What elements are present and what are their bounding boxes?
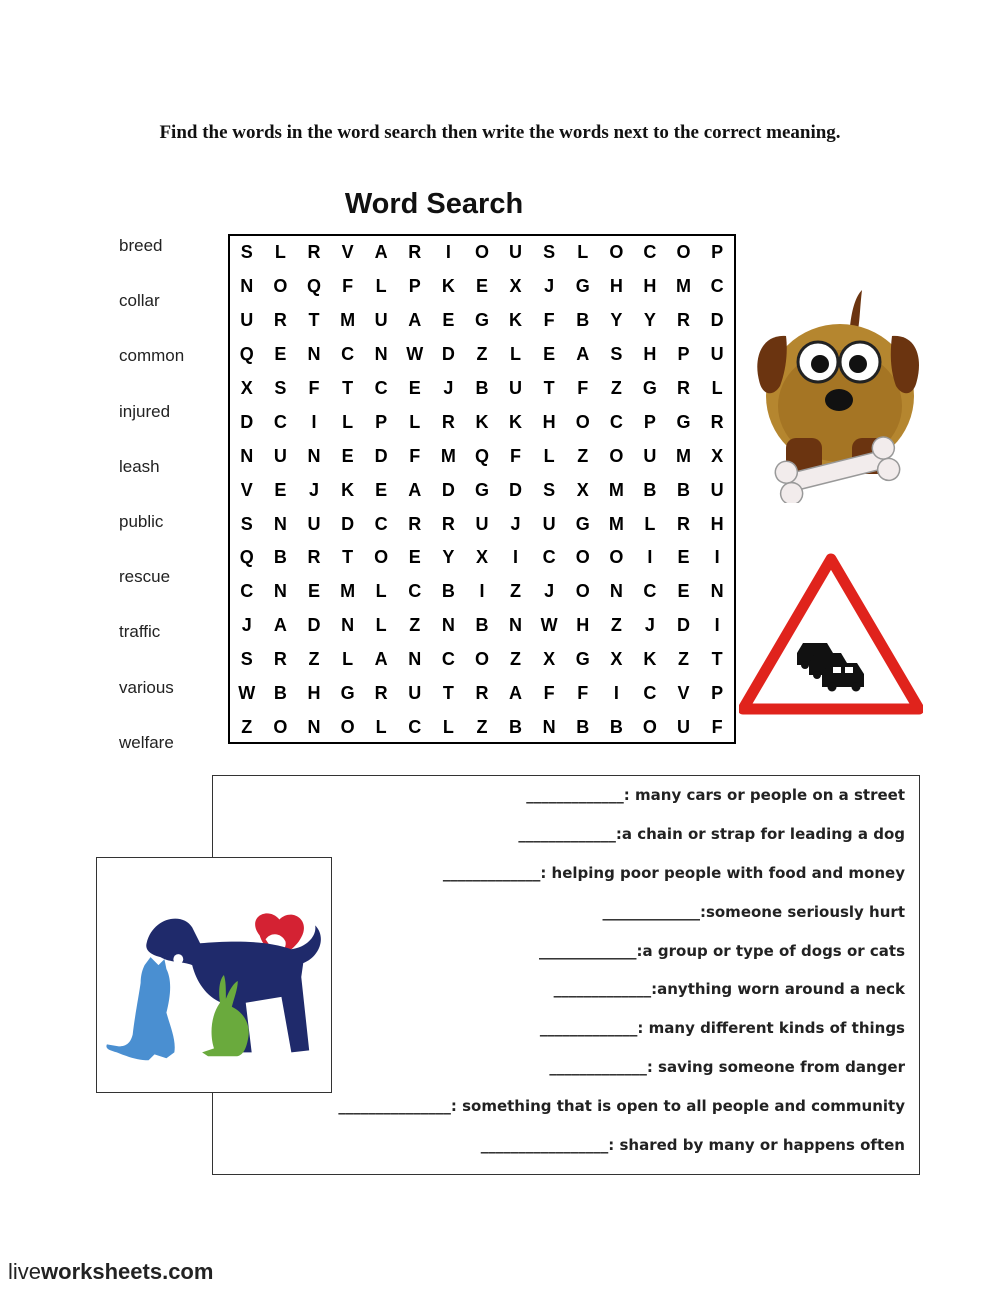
grid-cell[interactable]: N: [441, 615, 455, 636]
grid-row: [230, 405, 734, 439]
grid-cell[interactable]: R: [273, 310, 287, 331]
grid-cell[interactable]: C: [643, 242, 657, 263]
grid-cell[interactable]: A: [374, 649, 388, 670]
grid-cell[interactable]: A: [408, 310, 422, 331]
grid-cell[interactable]: Z: [678, 649, 690, 670]
grid-cell[interactable]: I: [613, 683, 619, 704]
grid-cell[interactable]: E: [442, 310, 455, 331]
grid-cell[interactable]: C: [643, 581, 657, 602]
grid-cell[interactable]: L: [442, 716, 454, 737]
grid-cell[interactable]: R: [307, 242, 321, 263]
grid-cell[interactable]: E: [274, 344, 287, 365]
grid-cell[interactable]: S: [543, 242, 556, 263]
grid-row: [230, 473, 734, 507]
grid-cell[interactable]: U: [643, 445, 657, 466]
grid-cell[interactable]: X: [509, 276, 522, 297]
grid-row: [230, 677, 734, 711]
grid-cell[interactable]: R: [677, 513, 691, 534]
grid-cell[interactable]: L: [577, 242, 589, 263]
word-list-item: rescue: [119, 567, 171, 587]
grid-cell[interactable]: C: [273, 411, 287, 432]
grid-cell[interactable]: E: [341, 445, 354, 466]
word-search-grid: [228, 234, 736, 744]
grid-cell[interactable]: L: [342, 411, 354, 432]
grid-cell[interactable]: U: [710, 479, 724, 500]
grid-cell[interactable]: O: [575, 581, 590, 602]
grid-cell[interactable]: F: [409, 445, 421, 466]
grid-cell[interactable]: N: [273, 581, 287, 602]
grid-cell[interactable]: C: [374, 378, 388, 398]
grid-cell[interactable]: E: [677, 581, 690, 602]
definition-item[interactable]: _____________: helping poor people with food and money: [442, 863, 905, 882]
grid-cell[interactable]: O: [474, 649, 489, 670]
grid-cell[interactable]: P: [643, 411, 656, 432]
grid-cell[interactable]: Z: [241, 716, 253, 737]
definitions-list: [338, 782, 905, 1171]
grid-row: [230, 372, 734, 406]
grid-cell[interactable]: N: [240, 276, 254, 297]
grid-cell[interactable]: H: [609, 276, 623, 297]
grid-cell[interactable]: I: [714, 547, 720, 568]
grid-cell[interactable]: X: [576, 479, 589, 500]
grid-cell[interactable]: B: [509, 716, 523, 737]
grid-cell[interactable]: O: [374, 547, 389, 568]
grid-cell[interactable]: R: [408, 513, 422, 534]
grid-cell[interactable]: B: [273, 683, 287, 704]
grid-cell[interactable]: X: [610, 649, 623, 670]
grid-cell[interactable]: S: [543, 479, 556, 500]
grid-cell[interactable]: M: [676, 276, 692, 297]
word-list-item: collar: [119, 291, 160, 311]
grid-cell[interactable]: G: [575, 276, 590, 297]
grid-cell[interactable]: Q: [239, 344, 254, 365]
grid-cell[interactable]: B: [609, 716, 623, 737]
grid-cell[interactable]: J: [443, 378, 454, 398]
grid-cell[interactable]: F: [543, 683, 555, 704]
grid-cell[interactable]: Z: [308, 649, 320, 670]
grid-cell[interactable]: E: [408, 378, 421, 398]
grid-cell[interactable]: G: [676, 411, 691, 432]
grid-cell[interactable]: D: [341, 513, 355, 534]
grid-cell[interactable]: I: [513, 547, 519, 568]
grid-cell[interactable]: D: [710, 310, 724, 331]
grid-cell[interactable]: D: [307, 615, 321, 636]
grid-cell[interactable]: N: [710, 581, 724, 602]
grid-cell[interactable]: O: [676, 242, 691, 263]
grid-cell[interactable]: U: [677, 716, 691, 737]
grid-cell[interactable]: R: [441, 513, 455, 534]
grid-cell[interactable]: N: [509, 615, 523, 636]
grid-cell[interactable]: J: [510, 513, 521, 534]
grid-cell[interactable]: Q: [474, 445, 489, 466]
word-list-item: leash: [119, 456, 160, 476]
grid-cell[interactable]: W: [238, 683, 256, 704]
grid-cell[interactable]: T: [342, 378, 354, 398]
grid-cell[interactable]: B: [475, 615, 489, 636]
word-list-item: injured: [119, 401, 171, 421]
grid-row: [230, 236, 734, 270]
grid-cell[interactable]: D: [677, 615, 691, 636]
grid-cell[interactable]: Q: [306, 276, 321, 297]
grid-cell[interactable]: H: [643, 276, 657, 297]
grid-cell[interactable]: P: [711, 683, 724, 704]
grid-cell[interactable]: P: [677, 344, 690, 365]
grid-cell[interactable]: L: [711, 378, 723, 398]
grid-cell[interactable]: R: [441, 411, 455, 432]
grid-cell[interactable]: K: [643, 649, 657, 670]
grid-cell[interactable]: X: [711, 445, 724, 466]
grid-cell[interactable]: C: [408, 716, 422, 737]
grid-cell[interactable]: R: [677, 310, 691, 331]
grid-cell[interactable]: U: [307, 513, 321, 534]
word-search-title: Word Search: [344, 188, 524, 220]
word-list-item: common: [119, 346, 185, 366]
grid-cell[interactable]: O: [340, 716, 355, 737]
grid-row: [230, 541, 734, 575]
grid-cell[interactable]: A: [374, 242, 388, 263]
grid-cell[interactable]: Y: [610, 310, 623, 331]
grid-cell[interactable]: F: [577, 378, 589, 398]
grid-cell[interactable]: Z: [476, 716, 488, 737]
grid-cell[interactable]: O: [474, 242, 489, 263]
word-list-item: breed: [119, 236, 163, 255]
grid-row: [230, 338, 734, 372]
grid-cell[interactable]: W: [540, 615, 558, 636]
grid-cell[interactable]: V: [677, 683, 690, 704]
grid-cell[interactable]: C: [441, 649, 455, 670]
grid-row: [230, 507, 734, 541]
grid-cell[interactable]: I: [445, 242, 451, 263]
grid-cell[interactable]: L: [274, 242, 286, 263]
grid-cell[interactable]: G: [575, 649, 590, 670]
grid-row: [230, 609, 734, 643]
grid-cell[interactable]: M: [440, 445, 456, 466]
grid-cell[interactable]: J: [544, 276, 555, 297]
grid-cell[interactable]: O: [575, 411, 590, 432]
grid-cell[interactable]: B: [441, 581, 455, 602]
grid-cell[interactable]: U: [374, 310, 388, 331]
grid-row: [230, 710, 734, 744]
grid-cell[interactable]: M: [340, 581, 356, 602]
grid-cell[interactable]: B: [576, 716, 590, 737]
grid-cell[interactable]: L: [543, 445, 555, 466]
grid-cell[interactable]: U: [475, 513, 489, 534]
grid-cell[interactable]: O: [575, 547, 590, 568]
grid-cell[interactable]: C: [240, 581, 254, 602]
grid-cell[interactable]: R: [710, 411, 724, 432]
grid-cell[interactable]: W: [406, 344, 424, 365]
grid-cell[interactable]: T: [342, 547, 354, 568]
grid-cell[interactable]: N: [408, 649, 422, 670]
grid-cell[interactable]: O: [273, 716, 288, 737]
grid-cell[interactable]: E: [307, 581, 320, 602]
word-list-item: traffic: [119, 622, 161, 642]
grid-cell[interactable]: O: [642, 716, 657, 737]
grid-cell[interactable]: T: [543, 378, 555, 398]
grid-cell[interactable]: U: [240, 310, 254, 331]
grid-cell[interactable]: B: [273, 547, 287, 568]
grid-cell[interactable]: Z: [476, 344, 488, 365]
grid-row: [230, 575, 734, 609]
animal-welfare-logo-icon: [97, 858, 331, 1092]
grid-cell[interactable]: I: [714, 615, 720, 636]
grid-cell[interactable]: J: [308, 479, 319, 500]
grid-cell[interactable]: H: [542, 411, 556, 432]
grid-cell[interactable]: R: [374, 683, 388, 704]
grid-cell[interactable]: S: [240, 649, 253, 670]
grid-cell[interactable]: E: [274, 479, 287, 500]
word-list: [119, 236, 184, 788]
grid-row: [230, 270, 734, 304]
grid-cell[interactable]: F: [510, 445, 522, 466]
grid-cell[interactable]: L: [510, 344, 522, 365]
grid-cell[interactable]: O: [273, 276, 288, 297]
grid-cell[interactable]: O: [609, 445, 624, 466]
grid-cell[interactable]: Y: [442, 547, 455, 568]
grid-cell[interactable]: S: [240, 513, 253, 534]
grid-cell[interactable]: M: [608, 479, 624, 500]
grid-cell[interactable]: C: [408, 581, 422, 602]
grid-cell[interactable]: R: [408, 242, 422, 263]
grid-cell[interactable]: S: [240, 242, 253, 263]
grid-cell[interactable]: D: [441, 344, 455, 365]
grid-cell[interactable]: Q: [239, 547, 254, 568]
footer-brand: liveworksheets.com: [8, 1259, 214, 1284]
grid-cell[interactable]: Z: [510, 649, 522, 670]
grid-cell[interactable]: G: [642, 378, 657, 398]
grid-cell[interactable]: T: [711, 649, 723, 670]
grid-cell[interactable]: U: [273, 445, 287, 466]
grid-cell[interactable]: G: [340, 683, 355, 704]
grid-cell[interactable]: Y: [643, 310, 656, 331]
grid-cell[interactable]: A: [273, 615, 287, 636]
grid-cell[interactable]: C: [542, 547, 556, 568]
grid-cell[interactable]: A: [509, 683, 523, 704]
grid-cell[interactable]: C: [374, 513, 388, 534]
grid-cell[interactable]: P: [711, 242, 724, 263]
grid-cell[interactable]: E: [375, 479, 388, 500]
grid-cell[interactable]: H: [307, 683, 321, 704]
grid-cell[interactable]: Z: [577, 445, 589, 466]
definition-item[interactable]: _____________: many cars or people on a street: [526, 786, 905, 804]
grid-cell[interactable]: S: [610, 344, 623, 365]
grid-cell[interactable]: B: [643, 479, 657, 500]
grid-cell[interactable]: A: [408, 479, 422, 500]
definition-item[interactable]: _____________:anything worn around a neck: [553, 980, 905, 999]
grid-cell[interactable]: E: [408, 547, 421, 568]
grid-cell[interactable]: P: [408, 276, 421, 297]
grid-cell[interactable]: C: [609, 411, 623, 432]
grid-cell[interactable]: M: [340, 310, 356, 331]
grid-cell[interactable]: K: [475, 411, 489, 432]
grid-cell[interactable]: Z: [409, 615, 421, 636]
definition-item[interactable]: _____________:someone seriously hurt: [602, 902, 905, 921]
grid-cell[interactable]: R: [273, 649, 287, 670]
grid-cell[interactable]: N: [307, 445, 321, 466]
cartoon-dog-icon: [752, 288, 922, 503]
grid-cell[interactable]: U: [509, 378, 523, 398]
grid-cell[interactable]: J: [544, 581, 555, 602]
grid-cell[interactable]: D: [240, 411, 254, 432]
grid-cell[interactable]: F: [543, 310, 555, 331]
grid-cell[interactable]: K: [441, 276, 455, 297]
grid-cell[interactable]: F: [342, 276, 354, 297]
grid-cell[interactable]: L: [375, 581, 387, 602]
traffic-warning-sign-icon: [739, 553, 923, 716]
grid-cell[interactable]: J: [241, 615, 252, 636]
grid-cell[interactable]: U: [710, 344, 724, 365]
grid-cell[interactable]: G: [474, 479, 489, 500]
grid-cell[interactable]: R: [307, 547, 321, 568]
grid-cell[interactable]: Z: [610, 378, 622, 398]
grid-cell[interactable]: I: [647, 547, 653, 568]
grid-row: [230, 643, 734, 677]
instructions: Find the words in the word search then write the words next to the correct meaning.: [159, 122, 841, 143]
word-list-item: welfare: [119, 732, 174, 752]
grid-cell[interactable]: D: [374, 445, 388, 466]
grid-cell[interactable]: N: [273, 513, 287, 534]
grid-cell[interactable]: N: [307, 344, 321, 365]
grid-cell[interactable]: B: [475, 378, 489, 398]
grid-cell[interactable]: G: [575, 513, 590, 534]
grid-cell[interactable]: E: [677, 547, 690, 568]
grid-cell[interactable]: G: [474, 310, 489, 331]
grid-cell[interactable]: Z: [510, 581, 522, 602]
grid-cell[interactable]: L: [644, 513, 656, 534]
grid-cell[interactable]: N: [542, 716, 556, 737]
grid-cell[interactable]: P: [375, 411, 388, 432]
grid-cell[interactable]: I: [479, 581, 485, 602]
grid-cell[interactable]: L: [342, 649, 354, 670]
grid-cell[interactable]: L: [409, 411, 421, 432]
grid-cell[interactable]: I: [311, 411, 317, 432]
grid-cell[interactable]: F: [308, 378, 320, 398]
grid-cell[interactable]: K: [509, 411, 523, 432]
grid-cell[interactable]: N: [609, 581, 623, 602]
grid-cell[interactable]: O: [609, 547, 624, 568]
grid-cell[interactable]: F: [711, 716, 723, 737]
grid-cell[interactable]: D: [441, 479, 455, 500]
definition-item[interactable]: _____________: many different kinds of things: [539, 1019, 905, 1038]
definition-item[interactable]: _____________: saving someone from danger: [549, 1058, 905, 1077]
grid-cell[interactable]: B: [576, 310, 590, 331]
grid-cell[interactable]: C: [710, 276, 724, 297]
grid-cell[interactable]: K: [341, 479, 355, 500]
grid-cell[interactable]: X: [240, 378, 253, 398]
grid-cell[interactable]: L: [375, 276, 387, 297]
grid-cell[interactable]: Z: [610, 615, 622, 636]
grid-cell[interactable]: C: [643, 683, 657, 704]
definition-item[interactable]: _______________: something that is open to all people and community: [338, 1097, 905, 1116]
grid-cell[interactable]: N: [374, 344, 388, 365]
grid-cell[interactable]: U: [509, 242, 523, 263]
grid-cell[interactable]: R: [677, 378, 691, 398]
grid-cell[interactable]: T: [442, 683, 454, 704]
grid-cell[interactable]: H: [576, 615, 590, 636]
grid-cell[interactable]: E: [543, 344, 556, 365]
grid-cell[interactable]: X: [475, 547, 488, 568]
grid-cell[interactable]: K: [509, 310, 523, 331]
grid-cell[interactable]: S: [274, 378, 287, 398]
definition-item[interactable]: _________________: shared by many or happens often: [480, 1136, 905, 1155]
grid-cell[interactable]: M: [676, 445, 692, 466]
grid-cell[interactable]: E: [475, 276, 488, 297]
grid-cell[interactable]: N: [307, 716, 321, 737]
grid-cell[interactable]: N: [240, 445, 254, 466]
grid-cell[interactable]: U: [408, 683, 422, 704]
grid-row: [230, 304, 734, 338]
grid-cell[interactable]: V: [341, 242, 354, 263]
grid-cell[interactable]: N: [341, 615, 355, 636]
grid-cell[interactable]: A: [576, 344, 590, 365]
grid-row: [230, 439, 734, 473]
definition-item[interactable]: _____________:a chain or strap for leading a dog: [518, 824, 905, 843]
word-list-item: various: [119, 677, 174, 697]
grid-cell[interactable]: H: [710, 513, 724, 534]
grid-cell[interactable]: D: [509, 479, 523, 500]
grid-cell[interactable]: F: [577, 683, 589, 704]
grid-cell[interactable]: H: [643, 344, 657, 365]
grid-cell[interactable]: O: [609, 242, 624, 263]
word-list-item: public: [119, 511, 164, 531]
grid-cell[interactable]: V: [240, 479, 253, 500]
grid-cell[interactable]: X: [543, 649, 556, 670]
grid-cell[interactable]: L: [375, 615, 387, 636]
animal-welfare-image: [96, 857, 332, 1093]
grid-cell[interactable]: R: [475, 683, 489, 704]
grid-cell[interactable]: B: [677, 479, 691, 500]
grid-cell[interactable]: T: [308, 310, 320, 331]
grid-cell[interactable]: U: [542, 513, 556, 534]
grid-cell[interactable]: L: [375, 716, 387, 737]
grid-cell[interactable]: M: [608, 513, 624, 534]
grid-cell[interactable]: C: [341, 344, 355, 365]
definition-item[interactable]: _____________:a group or type of dogs or cats: [539, 941, 905, 960]
grid-cell[interactable]: J: [644, 615, 655, 636]
